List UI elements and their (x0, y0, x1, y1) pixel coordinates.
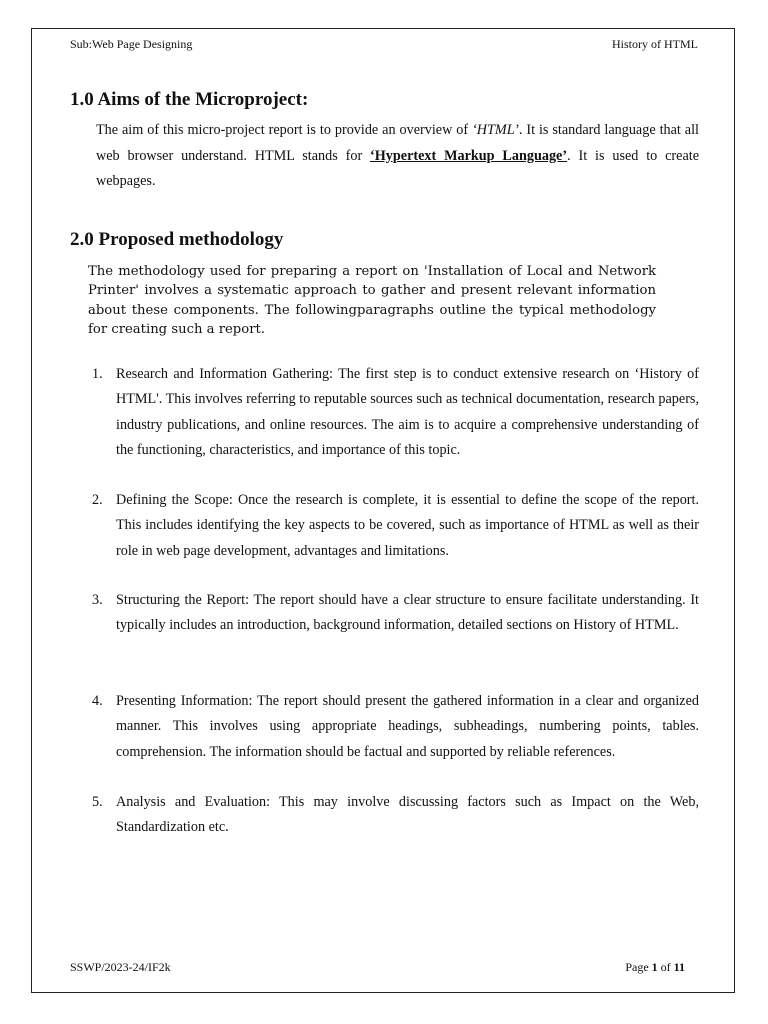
methodology-heading: 2.0 Proposed methodology (70, 229, 284, 250)
step-number: 4. (92, 693, 103, 709)
html-term: ‘HTML’ (472, 122, 519, 138)
html-expansion: ‘Hypertext Markup Language’ (370, 147, 568, 164)
page-total: 11 (673, 960, 685, 974)
page-label: Page (625, 960, 652, 974)
header-title: History of HTML (612, 37, 698, 51)
page-of: of (657, 960, 674, 974)
step-text: Analysis and Evaluation: This may involve discussing factors such as Impact on the Web, Standardization etc. (116, 794, 699, 836)
header-subject: Sub:Web Page Designing (70, 37, 193, 51)
footer-code: SSWP/2023-24/IF2k (70, 960, 171, 974)
page-current: 1 (651, 960, 658, 974)
aims-heading: 1.0 Aims of the Microproject: (70, 89, 309, 110)
step-number: 1. (92, 366, 103, 382)
step-text: Presenting Information: The report should present the gathered information in a clear and organized manner. This involves using appropriate headings, subheadings, numbering points, tables. comprehension. The information should be factual and supported by reliable references. (116, 693, 699, 760)
step-number: 3. (92, 592, 103, 608)
step-text: Defining the Scope: Once the research is complete, it is essential to define the scope of the report. This includes identifying the key aspects to be covered, such as importance of HTML as well as their role in web page development, advantages and limitations. (116, 492, 699, 559)
step-text: Structuring the Report: The report should have a clear structure to ensure facilitate understanding. It typically includes an introduction, background information, detailed sections on History of HTML. (116, 592, 699, 634)
step-text: Research and Information Gathering: The first step is to conduct extensive research on ‘History of HTML'. This involves referring to reputable sources such as technical documentation, research papers, industry publications, and online resources. The aim is to acquire a comprehensive understanding of the functioning, characteristics, and importance of this topic. (116, 366, 699, 458)
aims-text-part-2: . It is standard language that all web browser understand. HTML stands for (96, 122, 699, 164)
methodology-intro: The methodology used for preparing a report on 'Installation of Local and Network Printer' involves a systematic approach to gather and present relevant information about these components. The followingparagraphs outline the typical methodology for creating such a report. (88, 264, 656, 337)
aims-text-part-1: The aim of this micro-project report is to provide an overview of (96, 122, 473, 138)
page-number (625, 960, 685, 975)
step-number: 2. (92, 492, 103, 508)
aims-paragraph (96, 118, 699, 195)
step-number: 5. (92, 794, 103, 810)
aims-text-part-3: . It is used to create webpages. (96, 147, 699, 189)
